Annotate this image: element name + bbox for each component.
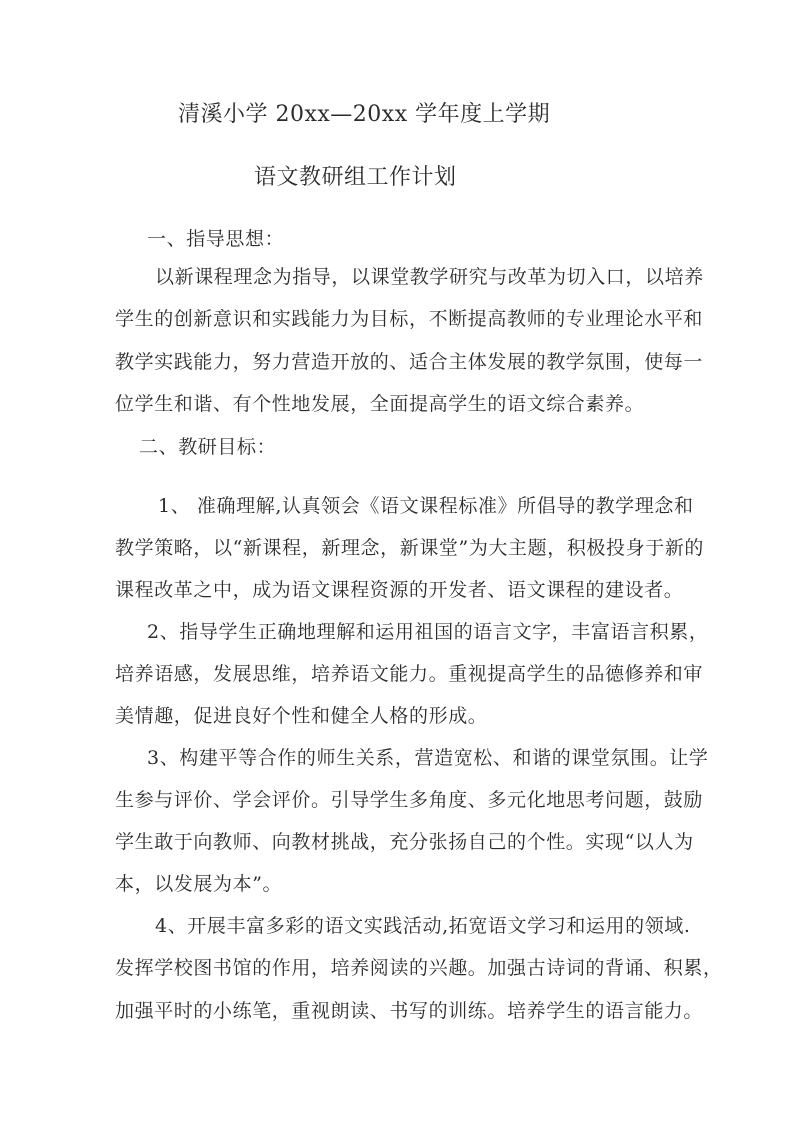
goal-item-3-line: 学生敢于向教师、向教材挑战，充分张扬自己的个性。实现“以人为 [115,831,694,853]
goal-item-3-line: 本，以发展为本”。 [115,873,283,895]
goal-item-4-line: 4、开展丰富多彩的语文实践活动,拓宽语文学习和运用的领域. [155,915,691,937]
goal-item-4-line: 加强平时的小练笔，重视朗读、书写的训练。培养学生的语言能力。 [115,1000,704,1022]
paragraph-line: 位学生和谐、有个性地发展，全面提高学生的语文综合素养。 [115,393,645,415]
document-title-line2: 语文教研组工作计划 [254,165,457,190]
section-heading-research-goals: 二、教研目标： [139,436,277,458]
goal-item-2-line: 2、指导学生正确地理解和运用祖国的语言文字，丰富语言积累， [147,621,709,643]
paragraph-line: 以新课程理念为指导，以课堂教学研究与改革为切入口，以培养 [155,266,704,288]
goal-item-3-line: 3、构建平等合作的师生关系，营造宽松、和谐的课堂氛围。让学 [147,747,709,769]
goal-item-2-line: 美情趣，促进良好个性和健全人格的形成。 [115,705,488,727]
goal-item-3-line: 生参与评价、学会评价。引导学生多角度、多元化地思考问题，鼓励 [115,789,704,811]
goal-item-1-line: 教学策略，以“新课程，新理念，新课堂”为大主题，积极投身于新的 [115,537,705,559]
goal-item-1-line: 课程改革之中，成为语文课程资源的开发者、语文课程的建设者。 [115,579,684,601]
section-heading-guiding-thought: 一、指导思想： [147,228,285,250]
document-title-line1: 清溪小学 20xx—20xx 学年度上学期 [178,102,551,127]
paragraph-line: 教学实践能力，努力营造开放的、适合主体发展的教学氛围，使每一 [115,351,704,373]
goal-item-1-line: 1、 准确理解,认真领会《语文课程标准》所倡导的教学理念和 [158,495,694,517]
paragraph-line: 学生的创新意识和实践能力为目标，不断提高教师的专业理论水平和 [115,308,704,330]
goal-item-2-line: 培养语感，发展思维，培养语文能力。重视提高学生的品德修养和审 [115,663,704,685]
goal-item-4-line: 发挥学校图书馆的作用，培养阅读的兴趣。加强古诗词的背诵、积累， [115,957,723,979]
